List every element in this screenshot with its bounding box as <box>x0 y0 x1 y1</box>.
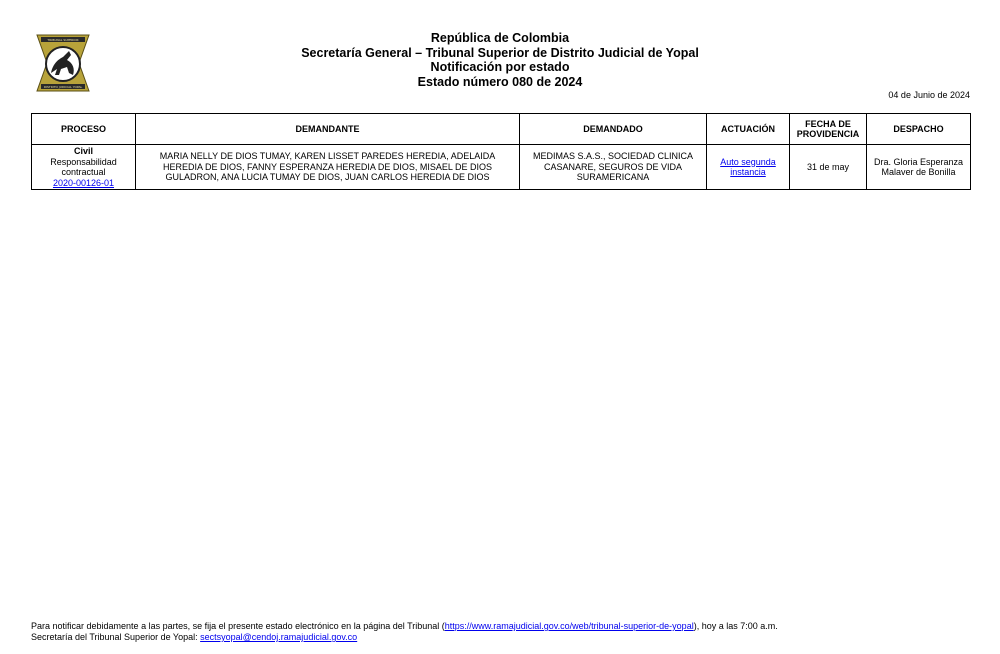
document-date: 04 de Junio de 2024 <box>888 90 970 100</box>
table-header-row <box>32 114 971 145</box>
logo-top-text: TRIBUNAL SUPERIOR <box>47 38 79 42</box>
notification-table <box>31 113 971 190</box>
header-demandante: DEMANDANTE <box>136 114 520 145</box>
footer-line-2 <box>31 632 778 643</box>
secretaria-email-link[interactable]: sectsyopal@cendoj.ramajudicial.gov.co <box>200 632 358 642</box>
footer-line-1 <box>31 621 778 632</box>
footer-text-2a: Secretaría del Tribunal Superior de Yopal: <box>31 632 201 642</box>
table-row <box>32 145 971 190</box>
header-fecha-line1: FECHA DE <box>805 118 851 129</box>
header-document-type: Notificación por estado <box>430 60 570 74</box>
cell-fecha: 31 de may <box>790 145 867 190</box>
header-actuacion: ACTUACIÓN <box>707 114 790 145</box>
proceso-numero-link[interactable]: 2020-00126-01 <box>52 177 115 188</box>
header-demandado: DEMANDADO <box>520 114 707 145</box>
header-proceso: PROCESO <box>32 114 136 145</box>
cell-actuacion <box>707 145 790 190</box>
header-fecha-line2: PROVIDENCIA <box>796 129 860 139</box>
cell-proceso <box>32 145 136 190</box>
logo-bottom-text: DISTRITO JUDICIAL YOPAL <box>43 85 83 89</box>
page-header <box>0 31 1000 89</box>
cell-demandante: MARIA NELLY DE DIOS TUMAY, KAREN LISSET PAREDES HEREDIA, ADELAIDA HEREDIA DE DIOS, FANNY ESPERANZA HEREDIA DE DIOS, MISAEL DE DIOS GULADRON, ANA LUCIA TUMAY DE DIOS, JUAN CARLOS HEREDIA DE DIOS <box>136 145 520 190</box>
page-footer <box>31 621 778 643</box>
footer-text-1b: ), hoy a las 7:00 a.m. <box>693 621 778 631</box>
header-institution: Secretaría General – Tribunal Superior de Distrito Judicial de Yopal <box>301 45 699 60</box>
tribunal-website-link[interactable]: https://www.ramajudicial.gov.co/web/tribunal-superior-de-yopal <box>444 621 694 631</box>
cell-demandado: MEDIMAS S.A.S., SOCIEDAD CLINICA CASANARE, SEGUROS DE VIDA SURAMERICANA <box>520 145 707 190</box>
header-country: República de Colombia <box>430 31 570 45</box>
proceso-desc-2: contractual <box>61 167 106 177</box>
footer-text-1a: Para notificar debidamente a las partes, se fija el presente estado electrónico en la página del Tribunal ( <box>31 621 445 631</box>
header-despacho: DESPACHO <box>867 114 971 145</box>
proceso-tipo: Civil <box>73 146 93 156</box>
header-fecha-providencia <box>790 114 867 145</box>
cell-despacho: Dra. Gloria Esperanza Malaver de Bonilla <box>867 145 971 190</box>
header-state-number: Estado número 080 de 2024 <box>417 74 583 89</box>
actuacion-link[interactable]: Auto segunda instancia <box>720 156 776 177</box>
proceso-desc-1: Responsabilidad <box>50 156 117 167</box>
